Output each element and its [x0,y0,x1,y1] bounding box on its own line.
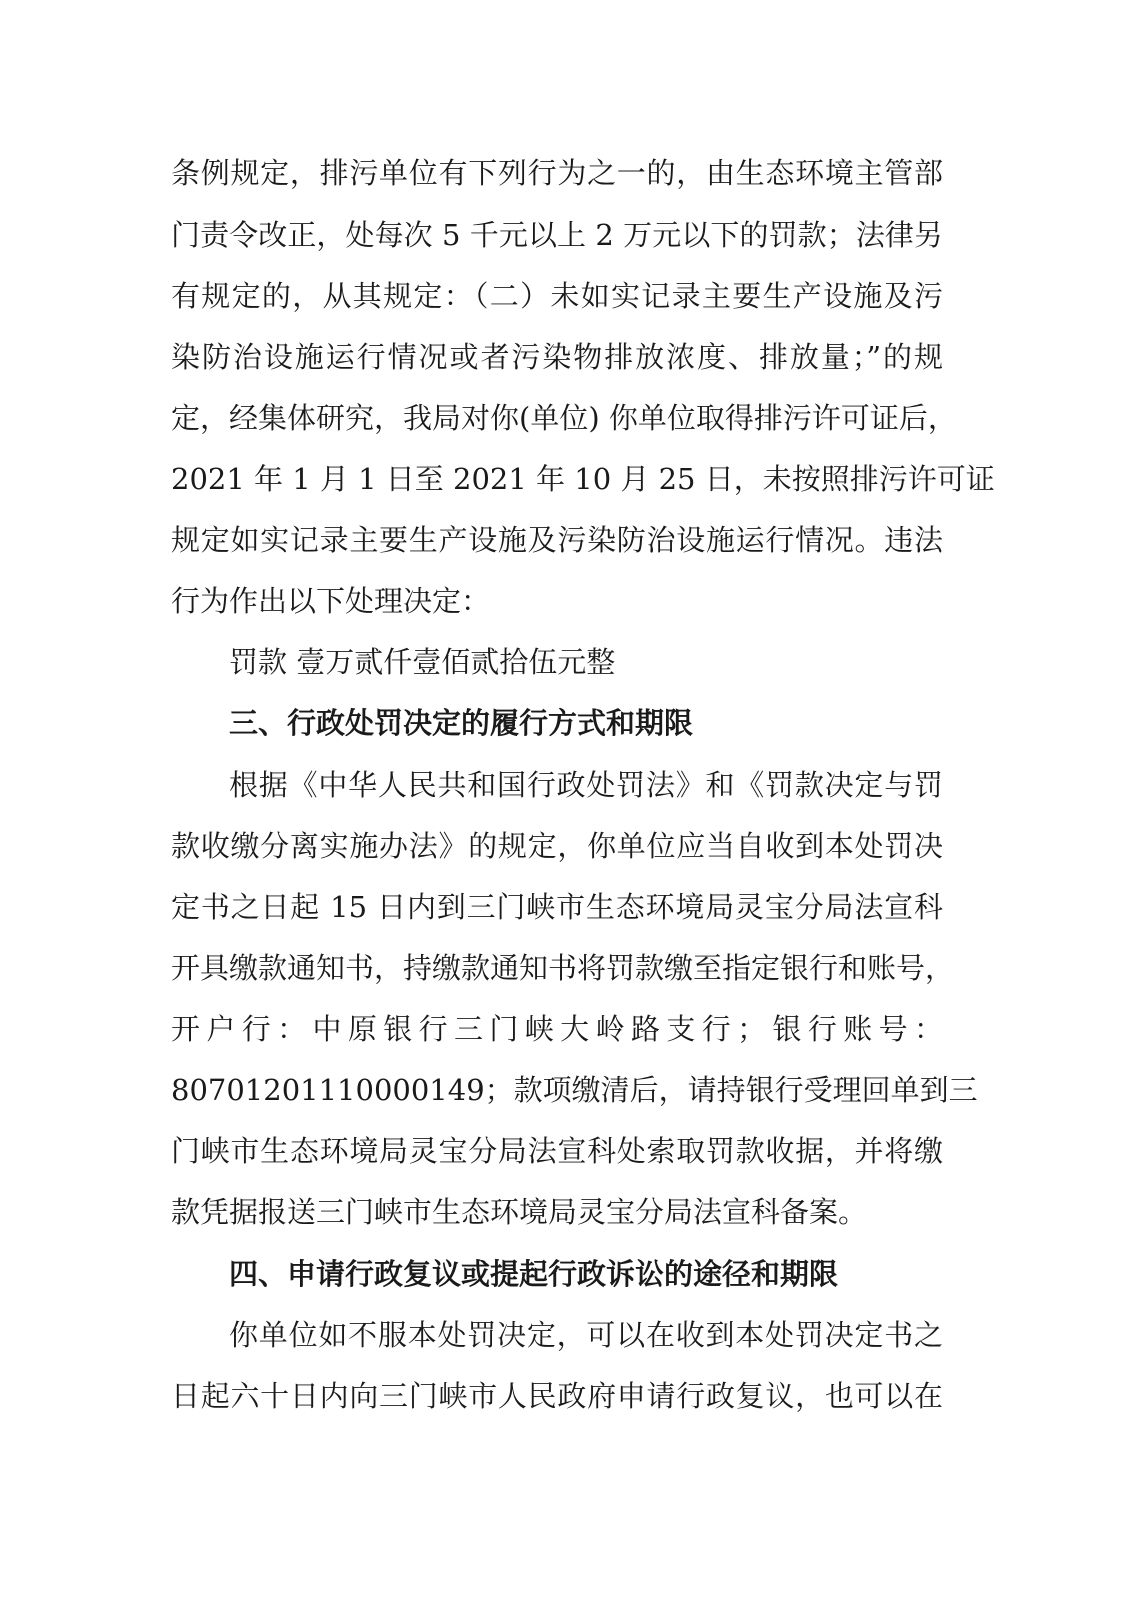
body-text-line: 行为作出以下处理决定： [171,584,491,618]
section-heading-performance: 三、行政处罚决定的履行方式和期限 [229,706,694,740]
body-text-line: 有规定的，从其规定：（二）未如实记录主要生产设施及污 [171,279,943,313]
body-text-line: 门责令改正，处每次 5 千元以上 2 万元以下的罚款；法律另 [171,218,943,252]
body-text-line: 根据《中华人民共和国行政处罚法》和《罚款决定与罚 [229,768,943,802]
bank-info-line: 开户行：中原银行三门峡大岭路支行；银行账号： [171,1012,943,1046]
body-text-line: 款凭据报送三门峡市生态环境局灵宝分局法宣科备案。 [171,1195,868,1229]
bank-account-line: 80701201110000149；款项缴清后，请持银行受理回单到三 [171,1073,978,1107]
body-text-line: 条例规定，排污单位有下列行为之一的，由生态环境主管部 [171,156,943,190]
body-text-line: 你单位如不服本处罚决定，可以在收到本处罚决定书之 [229,1318,943,1352]
fine-amount-line: 罚款 壹万贰仟壹佰贰拾伍元整 [229,645,616,679]
body-text-line: 规定如实记录主要生产设施及污染防治设施运行情况。违法 [171,523,943,557]
body-text-line: 定，经集体研究，我局对你(单位) 你单位取得排污许可证后， [171,401,957,435]
body-text-line: 门峡市生态环境局灵宝分局法宣科处索取罚款收据，并将缴 [171,1134,943,1168]
body-text-line: 款收缴分离实施办法》的规定，你单位应当自收到本处罚决 [171,829,943,863]
body-text-line: 日起六十日内向三门峡市人民政府申请行政复议，也可以在 [171,1379,943,1413]
section-heading-appeal: 四、申请行政复议或提起行政诉讼的途径和期限 [229,1257,839,1291]
body-text-line: 定书之日起 15 日内到三门峡市生态环境局灵宝分局法宣科 [171,890,943,924]
body-text-line: 2021 年 1 月 1 日至 2021 年 10 月 25 日，未按照排污许可证 [171,462,995,496]
body-text-line: 开具缴款通知书，持缴款通知书将罚款缴至指定银行和账号， [171,951,955,985]
body-text-line: 染防治设施运行情况或者污染物排放浓度、排放量；”的规 [171,340,943,374]
